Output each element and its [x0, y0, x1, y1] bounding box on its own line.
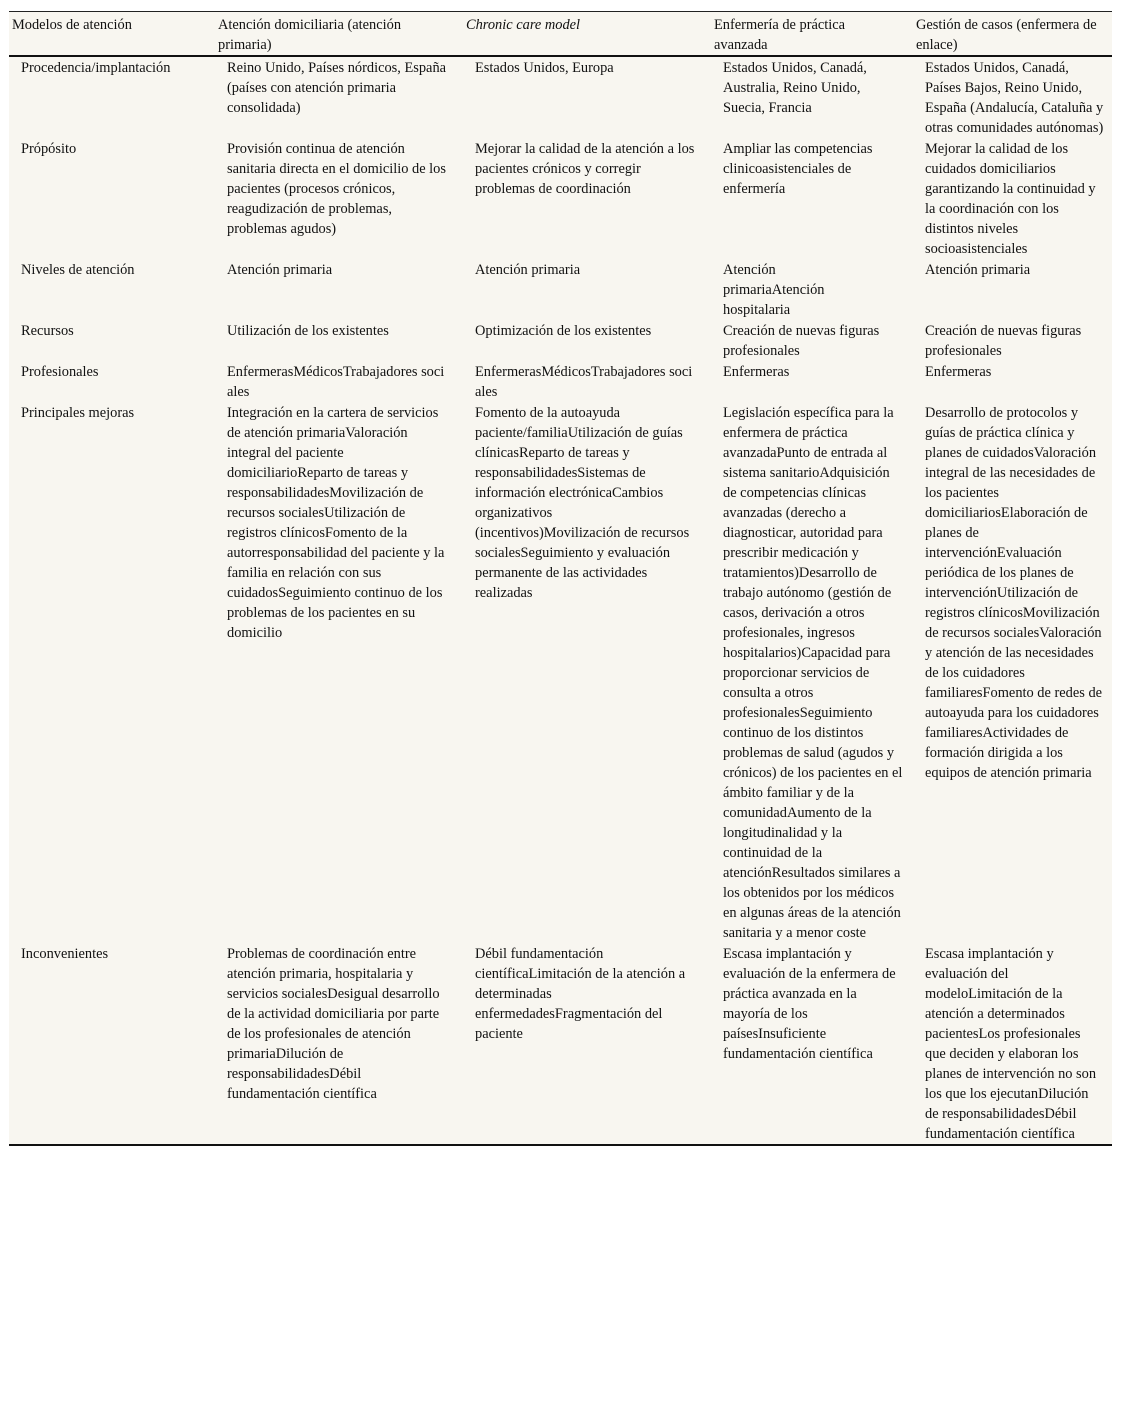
- row-label: Inconvenientes: [21, 946, 109, 962]
- table-cell: Creación de nuevas figuras profesionales: [925, 323, 1082, 359]
- table-cell: Provisión continua de atención sanitaria directa en el domicilio de los pacientes (procesos crónicos, reagudización de problemas, problemas agudos): [227, 141, 446, 237]
- table-row: [9, 402, 1112, 943]
- comparison-table-container: [9, 11, 1112, 1146]
- table-cell: Optimización de los existentes: [475, 323, 652, 339]
- table-cell: Atención primaria: [227, 262, 333, 278]
- table-cell: Mejorar la calidad de los cuidados domiciliarios garantizando la continuidad y la coordinación con los distintos niveles socioasistenciales: [925, 141, 1096, 257]
- table-cell: Creación de nuevas figuras profesionales: [723, 323, 880, 359]
- table-cell: Ampliar las competencias clinicoasistenciales de enfermería: [723, 141, 873, 197]
- table-cell: Desarrollo de protocolos y guías de práctica clínica y planes de cuidadosValoración integral de las necesidades de los pacientes domiciliariosElaboración de planes de intervenciónEvaluación periódica de los planes de intervenciónUtilización de registros clínicosMovilización de recursos socialesValoración y atención de las necesidades de los cuidadores familiaresFomento de redes de autoayuda para los cuidadores familiaresActividades de formación dirigida a los equipos de atención primaria: [925, 405, 1103, 781]
- table-cell: Fomento de la autoayuda paciente/familiaUtilización de guías clínicasReparto de tareas y responsabilidadesSistemas de información electrónicaCambios organizativos (incentivos)Movilización de recursos socialesSeguimiento y evaluación permanente de las actividades realizadas: [475, 405, 690, 601]
- table-cell: Legislación específica para la enfermera de práctica avanzadaPunto de entrada al sistema sanitarioAdquisición de competencias clínicas avanzadas (derecho a diagnosticar, autoridad para prescribir medicación y tratamientos)Desarrollo de trabajo autónomo (gestión de casos, derivación a otros profesionales, ingresos hospitalarios)Capacidad para proporcionar servicios de consulta a otros profesionalesSeguimiento continuo de los distintos problemas de salud (agudos y crónicos) de los pacientes en el ámbito familiar y de la comunidadAumento de la longitudinalidad y la continuidad de la atenciónResultados similares a los obtenidos por los médicos en algunas áreas de la atención sanitaria y a menor coste: [723, 405, 903, 941]
- care-models-comparison-table: [9, 11, 1112, 1146]
- header-chronic-care-model: Chronic care model: [463, 12, 711, 57]
- row-label: Principales mejoras: [21, 405, 135, 421]
- table-cell: Atención primaria: [925, 262, 1031, 278]
- table-row: [9, 361, 1112, 402]
- table-row: [9, 320, 1112, 361]
- table-cell: Atención primaria: [475, 262, 581, 278]
- header-advanced-nursing: Enfermería de práctica avanzada: [711, 12, 913, 57]
- table-cell: Mejorar la calidad de la atención a los pacientes crónicos y corregir problemas de coordinación: [475, 141, 695, 197]
- header-case-management: Gestión de casos (enfermera de enlace): [913, 12, 1112, 57]
- table-cell: Escasa implantación y evaluación del modeloLimitación de la atención a determinados pacientesLos profesionales que deciden y elaboran los planes de intervención no son los que los ejecutanDilución de responsabilidadesDébil fundamentación científica: [925, 946, 1097, 1142]
- row-label: Procedencia/implantación: [21, 60, 171, 76]
- row-label: Recursos: [21, 323, 74, 339]
- row-label: Profesionales: [21, 364, 99, 380]
- table-cell: Reino Unido, Países nórdicos, España (países con atención primaria consolidada): [227, 60, 447, 116]
- table-cell: Atención primariaAtención hospitalaria: [723, 262, 825, 318]
- table-row: [9, 259, 1112, 320]
- table-cell: Débil fundamentación científicaLimitación de la atención a determinadas enfermedadesFragmentación del paciente: [475, 946, 686, 1042]
- table-cell: Estados Unidos, Canadá, Australia, Reino Unido, Suecia, Francia: [723, 60, 867, 116]
- table-header: [9, 12, 1112, 57]
- row-label: Niveles de atención: [21, 262, 135, 278]
- table-cell: Utilización de los existentes: [227, 323, 389, 339]
- table-row: [9, 943, 1112, 1145]
- table-cell: Estados Unidos, Canadá, Países Bajos, Reino Unido, España (Andalucía, Cataluña y otras comunidades autónomas): [925, 60, 1104, 136]
- table-cell: Enfermeras: [723, 364, 790, 380]
- header-row: [9, 12, 1112, 57]
- table-body: [9, 56, 1112, 1145]
- row-label: Própósito: [21, 141, 77, 157]
- table-cell: Integración en la cartera de servicios de atención primariaValoración integral del paciente domiciliarioReparto de tareas y responsabilidadesMovilización de recursos socialesUtilización de registros clínicosFomento de la autorresponsabilidad del paciente y la familia en relación con sus cuidadosSeguimiento continuo de los problemas de los pacientes en su domicilio: [227, 405, 445, 641]
- header-models: Modelos de atención: [9, 12, 215, 57]
- table-cell: EnfermerasMédicosTrabajadores sociales: [475, 364, 693, 400]
- table-cell: EnfermerasMédicosTrabajadores sociales: [227, 364, 445, 400]
- header-home-care: Atención domiciliaria (atención primaria): [215, 12, 463, 57]
- table-row: [9, 138, 1112, 259]
- table-row: [9, 56, 1112, 138]
- table-cell: Estados Unidos, Europa: [475, 60, 614, 76]
- table-cell: Problemas de coordinación entre atención primaria, hospitalaria y servicios socialesDesigual desarrollo de la actividad domiciliaria por parte de los profesionales de atención primariaDilución de responsabilidadesDébil fundamentación científica: [227, 946, 440, 1102]
- table-cell: Enfermeras: [925, 364, 992, 380]
- table-cell: Escasa implantación y evaluación de la enfermera de práctica avanzada en la mayoría de los paísesInsuficiente fundamentación científica: [723, 946, 896, 1062]
